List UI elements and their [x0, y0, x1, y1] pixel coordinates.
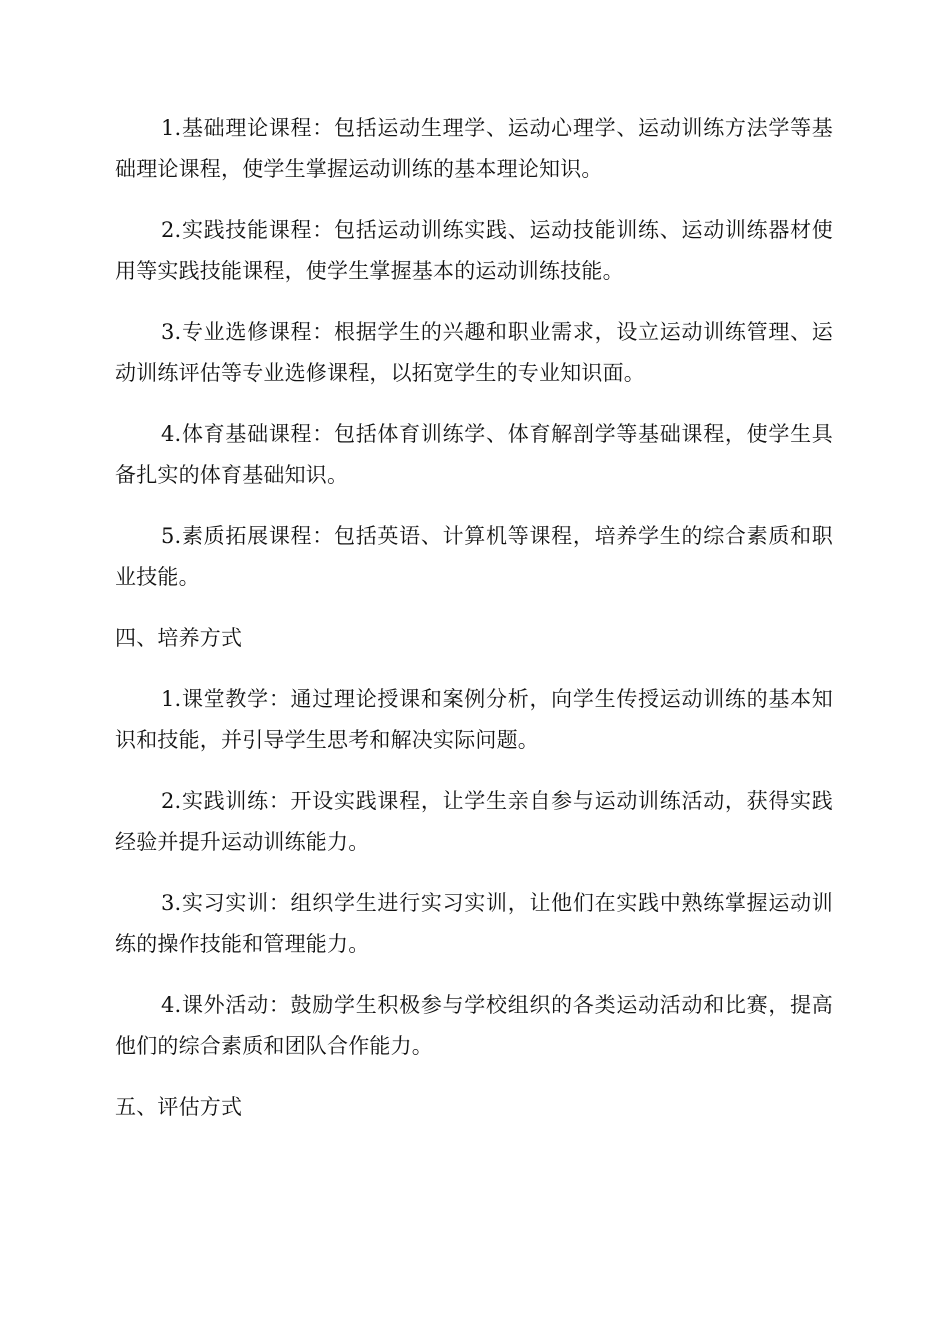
paragraph-curriculum-3: 3.专业选修课程：根据学生的兴趣和职业需求，设立运动训练管理、运动训练评估等专业选修课程，以拓宽学生的专业知识面。	[115, 320, 833, 385]
paragraph-method-2: 2.实践训练：开设实践课程，让学生亲自参与运动训练活动，获得实践经验并提升运动训练能力。	[115, 789, 833, 854]
section-heading-training-methods: 四、培养方式	[115, 626, 243, 650]
section-heading-assessment-methods: 五、评估方式	[115, 1095, 243, 1119]
paragraph-method-4: 4.课外活动：鼓励学生积极参与学校组织的各类运动活动和比赛，提高他们的综合素质和团队合作能力。	[115, 993, 833, 1058]
paragraph-curriculum-2: 2.实践技能课程：包括运动训练实践、运动技能训练、运动训练器材使用等实践技能课程，使学生掌握基本的运动训练技能。	[115, 218, 833, 283]
document-page	[115, 108, 833, 1148]
paragraph-curriculum-4: 4.体育基础课程：包括体育训练学、体育解剖学等基础课程，使学生具备扎实的体育基础知识。	[115, 422, 833, 487]
paragraph-method-1: 1.课堂教学：通过理论授课和案例分析，向学生传授运动训练的基本知识和技能，并引导学生思考和解决实际问题。	[115, 687, 833, 752]
paragraph-curriculum-1: 1.基础理论课程：包括运动生理学、运动心理学、运动训练方法学等基础理论课程，使学生掌握运动训练的基本理论知识。	[115, 116, 833, 181]
paragraph-method-3: 3.实习实训：组织学生进行实习实训，让他们在实践中熟练掌握运动训练的操作技能和管理能力。	[115, 891, 833, 956]
paragraph-curriculum-5: 5.素质拓展课程：包括英语、计算机等课程，培养学生的综合素质和职业技能。	[115, 524, 833, 589]
